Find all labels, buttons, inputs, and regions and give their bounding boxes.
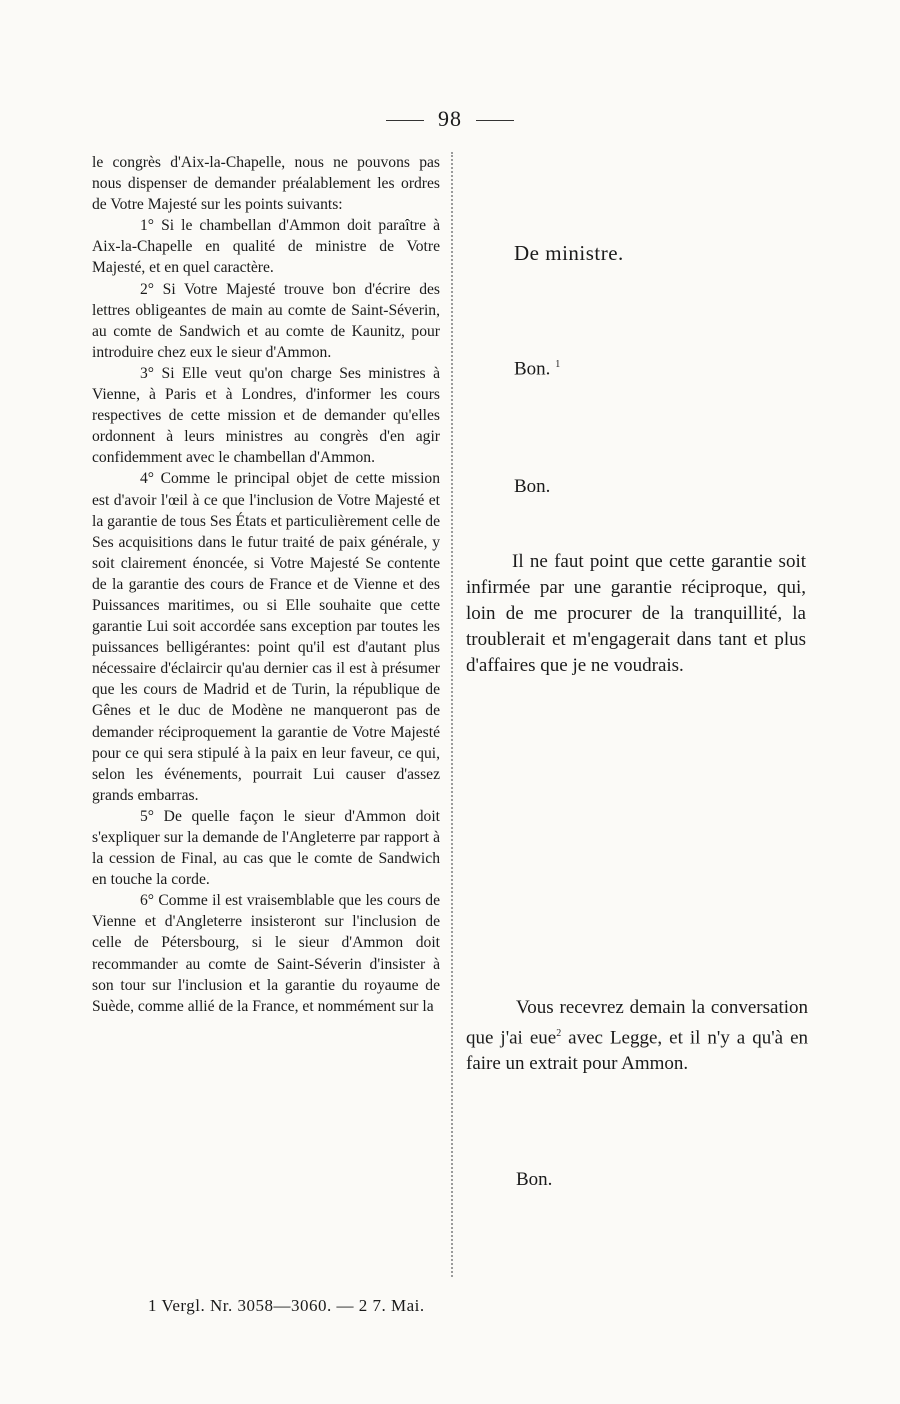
footnotes: 1 Vergl. Nr. 3058—3060. — 2 7. Mai. [148, 1296, 425, 1315]
paragraph-point-2: 2° Si Votre Majesté trouve bon d'écrire des lettres obligeantes de main au comte de Saint-Séverin, au comte de Sandwich et au comte de Kaunitz, pour introduire chez eux le sieur d'Ammon. [92, 280, 440, 361]
page-number [0, 106, 900, 132]
main-text-column [92, 152, 440, 1017]
footnote-ref-1: 1 [555, 359, 561, 370]
paragraph-point-5: 5° De quelle façon le sieur d'Ammon doit s'expliquer sur la demande de l'Angleterre par rapport à la cession de Final, au cas que le comte de Sandwich en touche la corde. [92, 807, 440, 889]
column-divider [451, 152, 453, 1277]
margin-note-5 [466, 995, 808, 1077]
paragraph-point-3: 3° Si Elle veut qu'on charge Ses ministres à Vienne, à Paris et à Londres, d'informer les cours respectives de cette mission et de demander qu'elles ordonnent à leurs ministres au congrès d'en agir confidemment avec le chambellan d'Ammon. [92, 364, 440, 467]
margin-note-5-part-b: avec Legge, et il n'y a qu'à en faire un extrait pour Ammon. [466, 1027, 808, 1075]
margin-note-6: Bon. [516, 1169, 553, 1190]
paragraph-point-4: 4° Comme le principal objet de cette mission est d'avoir l'œil à ce que l'inclusion de Votre Majesté et la garantie de tous Ses États et particulièrement celle de Ses acquisitions dans le futur traité de paix générale, y soit clairement énoncée, si Votre Majesté Se contente de la garantie des cours de France et de Vienne et des Puissances maritimes, ou si Elle souhaite que cette garantie Lui soit accordée sans exception par toutes les puissances belligérantes: point qu'il est d'autant plus nécessaire d'éclaircir qu'au dernier cas il est à présumer que les cours de Madrid et de Turin, la république de Gênes et le duc de Modène ne manqueront pas de demander réciproquement la garantie de Votre Majesté pour ce qui sera stipulé à la paix en leur faveur, ce qui, selon les événements, pourrait Lui causer d'assez grands embarras. [92, 470, 440, 804]
page-number-text: 98 [438, 106, 462, 131]
margin-note-1: De ministre. [514, 241, 624, 265]
paragraph-point-6: 6° Comme il est vraisemblable que les cours de Vienne et d'Angleterre insisteront sur l'inclusion de celle de Pétersbourg, si le sieur d'Ammon doit recommander au comte de Saint-Séverin d'insister à son tour sur l'inclusion et la garantie du royaume de Suède, comme allié de la France, et nommément sur la [92, 892, 440, 1015]
page-number-dash-right [476, 120, 514, 121]
margin-note-3: Bon. [514, 476, 551, 497]
margin-note-2 [514, 352, 560, 382]
paragraph-point-1: 1° Si le chambellan d'Ammon doit paraître à Aix-la-Chapelle en qualité de ministre de Votre Majesté, et en quel caractère. [92, 217, 440, 277]
margin-note-2-text: Bon. [514, 358, 551, 380]
paragraph-intro: le congrès d'Aix-la-Chapelle, nous ne pouvons pas nous dispenser de demander préalablement les ordres de Votre Majesté sur les points suivants: [92, 154, 440, 214]
margin-note-4: Il ne faut point que cette garantie soit infirmée par une garantie réciproque, qui, loin de me procurer de la tranquillité, la troublerait et m'engagerait dans tant et plus d'affaires que je ne voudrais. [466, 551, 806, 676]
footnote-ref-2: 2 [556, 1028, 562, 1039]
margin-note-5-part-a: Vous recevrez demain la conversation que j'ai eue [466, 997, 808, 1049]
page-number-dash-left [386, 120, 424, 121]
